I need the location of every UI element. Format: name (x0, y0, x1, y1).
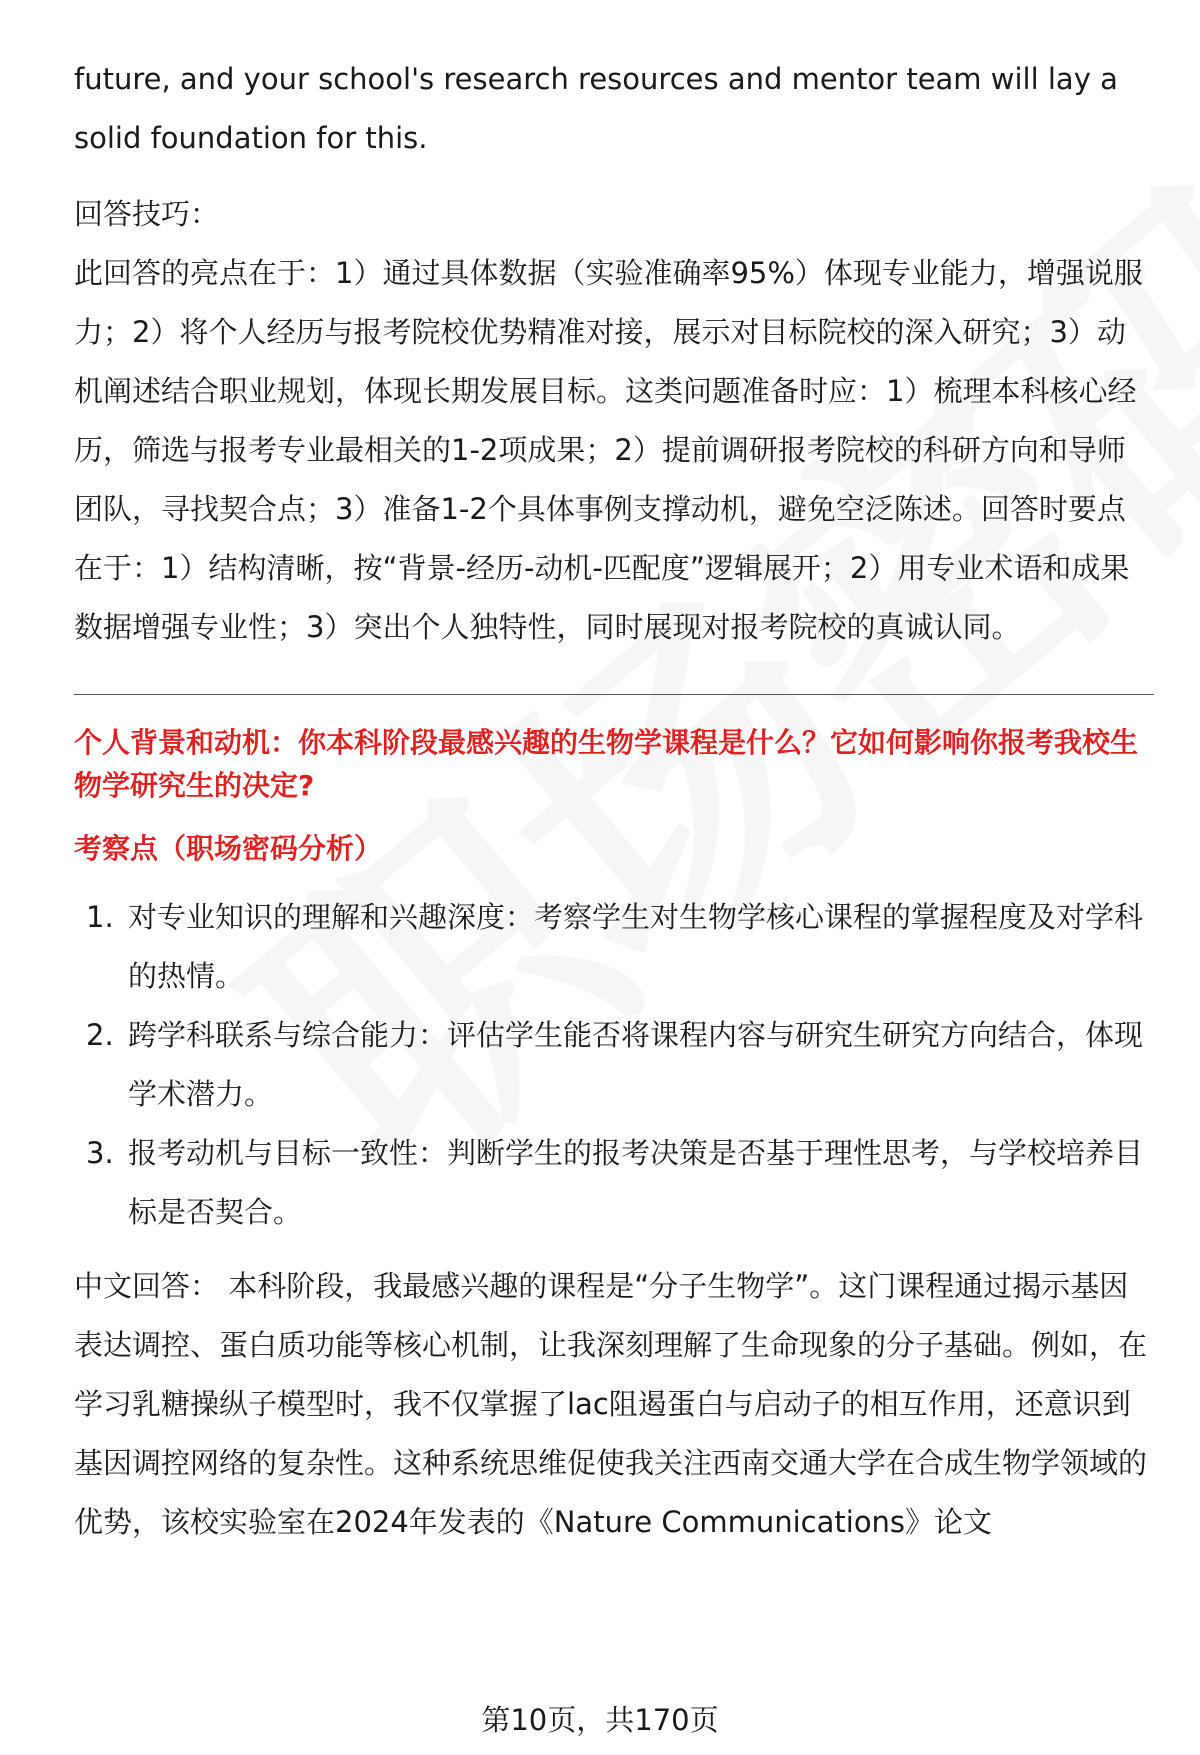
list-item (74, 888, 1154, 1006)
section-divider (74, 694, 1154, 695)
answer-paragraph: 中文回答： 本科阶段，我最感兴趣的课程是“分子生物学”。这门课程通过揭示基因表达调控、蛋白质功能等核心机制，让我深刻理解了生命现象的分子基础。例如，在学习乳糖操纵子模型时，我不仅掌握了lac阻遏蛋白与启动子的相互作用，还意识到基因调控网络的复杂性。这种系统思维促使我关注西南交通大学在合成生物学领域的优势，该校实验室在2024年发表的《Nature Communications》论文 (74, 1269, 1148, 1539)
assessment-list (74, 888, 1154, 1242)
list-number: 1. (86, 900, 114, 934)
list-text: 报考动机与目标一致性：判断学生的报考决策是否基于理性思考，与学校培养目标是否契合。 (128, 1136, 1144, 1229)
page-number-footer: 第10页，共170页 (481, 1703, 719, 1737)
list-number: 2. (86, 1018, 114, 1052)
question-heading: 个人背景和动机：你本科阶段最感兴趣的生物学课程是什么？它如何影响你报考我校生物学研究生的决定? (74, 726, 1139, 802)
list-item (74, 1006, 1154, 1124)
list-item (74, 1124, 1154, 1242)
assessment-title: 考察点（职场密码分析） (74, 832, 383, 865)
tips-body: 此回答的亮点在于：1）通过具体数据（实验准确率95%）体现专业能力，增强说服力；2）将个人经历与报考院校优势精准对接，展示对目标院校的深入研究；3）动机阐述结合职业规划，体现长期发展目标。这类问题准备时应：1）梳理本科核心经历，筛选与报考专业最相关的1-2项成果；2）提前调研报考院校的科研方向和导师团队，寻找契合点；3）准备1-2个具体事例支撑动机，避免空泛陈述。回答时要点在于：1）结构清晰，按“背景-经历-动机-匹配度”逻辑展开；2）用专业术语和成果数据增强专业性；3）突出个人独特性，同时展现对报考院校的真诚认同。 (74, 256, 1143, 644)
document-body (74, 50, 1154, 1552)
list-text: 跨学科联系与综合能力：评估学生能否将课程内容与研究生研究方向结合，体现学术潜力。 (128, 1018, 1144, 1111)
list-number: 3. (86, 1136, 114, 1170)
intro-paragraph: future, and your school's research resources and mentor team will lay a solid foundation for this. (74, 62, 1118, 155)
tips-label: 回答技巧： (74, 197, 220, 231)
list-text: 对专业知识的理解和兴趣深度：考察学生对生物学核心课程的掌握程度及对学科的热情。 (128, 900, 1144, 993)
